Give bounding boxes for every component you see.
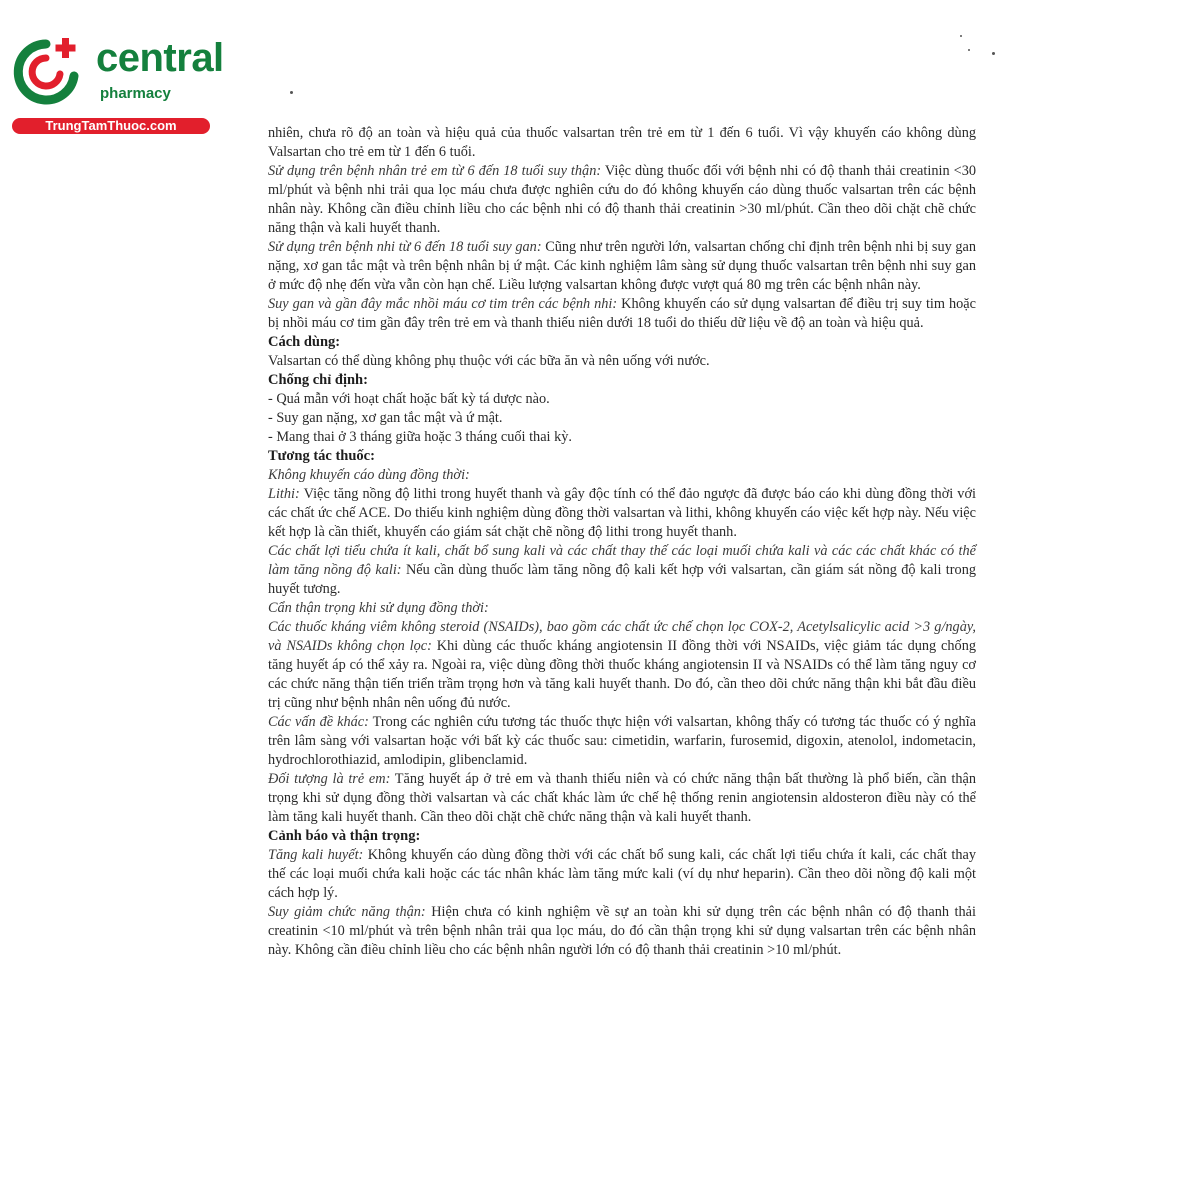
pharmacy-cross-logo-icon [10, 36, 82, 108]
paragraph-heart-failure: Suy gan và gần đây mắc nhồi máu cơ tim trên các bệnh nhi: Không khuyến cáo sử dụng valsartan để điều trị suy tim hoặc bị nhồi máu cơ tim gần đây trên trẻ em và thanh thiếu niên dưới 18 tuổi do thiếu dữ liệu về độ an toàn và hiệu quả. [268, 296, 976, 331]
list-item: - Quá mẫn với hoạt chất hoặc bất kỳ tá dược nào. [268, 391, 550, 407]
label-pediatric-subjects: Đối tượng là trẻ em: [268, 771, 391, 787]
central-pharmacy-logo[interactable] [10, 36, 224, 136]
heading-cach-dung: Cách dùng: [268, 334, 341, 350]
label-hepatic-pediatric: Sử dụng trên bệnh nhi từ 6 đến 18 tuổi suy gan: [268, 239, 542, 255]
heading-canh-bao: Cảnh báo và thận trọng: [268, 828, 421, 844]
contraindication-list [268, 390, 976, 447]
scan-speck [290, 91, 293, 94]
paragraph-hepatic-pediatric: Sử dụng trên bệnh nhi từ 6 đến 18 tuổi suy gan: Cũng như trên người lớn, valsartan chống chỉ định trên bệnh nhi bị suy gan nặng, xơ gan tắc mật và trên bệnh nhân bị ứ mật. Các kinh nghiệm lâm sàng sử dụng thuốc valsartan trên bệnh nhi suy gan ở mức độ nhẹ đến vừa vẫn còn hạn chế. Liều lượng valsartan không được vượt quá 80 mg trên các bệnh nhân này. [268, 239, 977, 293]
label-heart-failure: Suy gan và gần đây mắc nhồi máu cơ tim trên các bệnh nhi: [268, 296, 618, 312]
logo-website: TrungTamThuoc.com [12, 118, 210, 134]
paragraph-renal-pediatric: Sử dụng trên bệnh nhân trẻ em từ 6 đến 18 tuổi suy thận: Việc dùng thuốc đối với bệnh nhi có độ thanh thải creatinin <30 ml/phút và bệnh nhi trải qua lọc máu chưa được nghiên cứu do đó không khuyến cáo dùng thuốc valsartan trên các bệnh nhân này. Không cần điều chỉnh liều cho các bệnh nhi có độ thanh thải creatinin >30 ml/phút. Cần theo dõi chặt chẽ chức năng thận và kali huyết thanh. [268, 163, 976, 236]
paragraph-hyperkalemia: Tăng kali huyết: Không khuyến cáo dùng đồng thời với các chất bổ sung kali, các chất lợi tiểu chứa ít kali, các chất thay thế các loại muối chứa kali hoặc các tác nhân khác làm tăng mức kali (ví dụ như heparin). Cần theo dõi nồng độ kali một cách hợp lý. [268, 847, 976, 901]
logo-subtitle: pharmacy [100, 85, 171, 102]
paragraph-potassium-diuretics: Các chất lợi tiểu chứa ít kali, chất bổ sung kali và các chất thay thế các loại muối chứa kali và các các chất khác có thể làm tăng nồng độ kali: Nếu cần dùng thuốc làm tăng nồng độ kali kết hợp với valsartan, cần giám sát nồng độ kali trong huyết tương. [268, 543, 976, 597]
logo-name: central [96, 36, 224, 80]
label-potassium-diuretics: Các chất lợi tiểu chứa ít kali, chất bổ sung kali và các chất thay thế các loại muối chứa kali và các các chất khác có thể làm tăng nồng độ kali: [268, 543, 976, 578]
list-item: - Suy gan nặng, xơ gan tắc mật và ứ mật. [268, 410, 503, 426]
label-other-issues: Các vấn đề khác: [268, 714, 369, 730]
label-renal-pediatric: Sử dụng trên bệnh nhân trẻ em từ 6 đến 18 tuổi suy thận: [268, 163, 602, 179]
paragraph-pediatric-subjects: Đối tượng là trẻ em: Tăng huyết áp ở trẻ em và thanh thiếu niên và có chức năng thận bất thường là phổ biến, cần thận trọng khi sử dụng đồng thời valsartan và các chất khác làm ức chế hệ thống renin angiotensin aldosteron điều này có thể làm tăng kali huyết thanh. Cần theo dõi chặt chẽ chức năng thận và kali huyết thanh. [268, 771, 977, 825]
scan-speck [992, 52, 995, 55]
heading-chong-chi-dinh: Chống chỉ định: [268, 372, 368, 388]
label-renal-impairment: Suy giảm chức năng thận: [268, 904, 426, 920]
paragraph-children-1-6: nhiên, chưa rõ độ an toàn và hiệu quả của thuốc valsartan trên trẻ em từ 1 đến 6 tuổi. Vì vậy khuyến cáo không dùng Valsartan cho trẻ em từ 1 đến 6 tuổi. [268, 125, 976, 160]
subheading-caution: Cẩn thận trọng khi sử dụng đồng thời: [268, 600, 489, 616]
scan-speck [968, 49, 970, 51]
paragraph-other-issues: Các vấn đề khác: Trong các nghiên cứu tương tác thuốc thực hiện với valsartan, không thấy có tương tác thuốc có ý nghĩa trên lâm sàng với valsartan hoặc với bất kỳ các thuốc sau: cimetidin, warfarin, furosemid, digoxin, atenolol, indometacin, hydrochlorothiazid, amlodipin, glibenclamid. [268, 714, 976, 768]
scan-speck [960, 35, 962, 37]
paragraph-lithium: Lithi: Việc tăng nồng độ lithi trong huyết thanh và gây độc tính có thể đảo ngược đã được báo cáo khi dùng đồng thời với các chất ức chế ACE. Do thiếu kinh nghiệm dùng đồng thời valsartan và lithi, không khuyến cáo việc kết hợp này. Nếu việc kết hợp là cần thiết, khuyến cáo giám sát chặt chẽ nồng độ lithi trong huyết thanh. [268, 486, 977, 540]
list-item: - Mang thai ở 3 tháng giữa hoặc 3 tháng cuối thai kỳ. [268, 429, 572, 445]
label-nsaids: Các thuốc kháng viêm không steroid (NSAIDs), bao gồm các chất ức chế chọn lọc COX-2, Acetylsalicylic acid >3 g/ngày, và NSAIDs không chọn lọc: [268, 619, 976, 654]
paragraph-renal-impairment: Suy giảm chức năng thận: Hiện chưa có kinh nghiệm về sự an toàn khi sử dụng trên các bệnh nhân có độ thanh thải creatinin <10 ml/phút và trên bệnh nhân trải qua lọc máu, do đó cần thận trọng khi sử dụng valsartan trên các bệnh nhân này. Không cần điều chỉnh liều cho các bệnh nhân người lớn có độ thanh thải creatinin >10 ml/phút. [268, 904, 976, 958]
label-lithium: Lithi: [268, 486, 300, 502]
subheading-not-recommended: Không khuyến cáo dùng đồng thời: [268, 467, 470, 483]
label-hyperkalemia: Tăng kali huyết: [268, 847, 364, 863]
leaflet-page [268, 124, 976, 960]
heading-tuong-tac: Tương tác thuốc: [268, 448, 375, 464]
paragraph-nsaids: Các thuốc kháng viêm không steroid (NSAIDs), bao gồm các chất ức chế chọn lọc COX-2, Acetylsalicylic acid >3 g/ngày, và NSAIDs không chọn lọc: Khi dùng các thuốc kháng angiotensin II đồng thời với NSAIDs, việc giảm tác dụng chống tăng huyết áp có thể xảy ra. Ngoài ra, việc dùng đồng thời thuốc kháng angiotensin II và NSAIDs có thể làm tăng nguy cơ các chức năng thận tiến triển trầm trọng hơn và tăng kali huyết thanh. Do đó, cần theo dõi chức năng thận khi bắt đầu điều trị cũng như bệnh nhân nên uống đủ nước. [268, 619, 976, 711]
paragraph-cach-dung: Valsartan có thể dùng không phụ thuộc với các bữa ăn và nên uống với nước. [268, 353, 710, 369]
